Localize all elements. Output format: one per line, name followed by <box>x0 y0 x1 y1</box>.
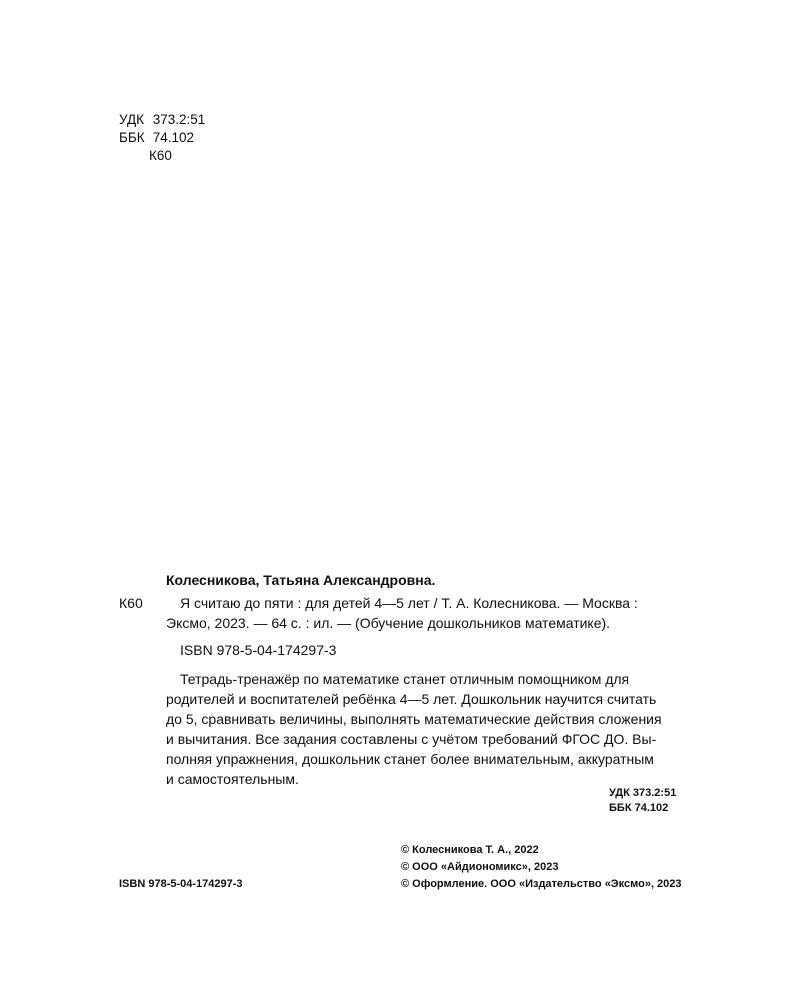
bbk-label: ББК <box>119 130 145 145</box>
author-heading: Колесникова, Татьяна Александровна. <box>166 572 436 588</box>
udk-label: УДК <box>119 112 144 127</box>
annotation <box>166 669 680 789</box>
bbk-top <box>119 129 194 147</box>
bbk-bottom: ББК 74.102 <box>609 802 669 814</box>
annotation-line: родителей и воспитателей ребёнка 4—5 лет. Дошкольник научится считать <box>166 691 657 707</box>
annotation-line: до 5, сравнивать величины, выполнять математические действия сложения <box>166 711 662 727</box>
copyright-author: © Колесникова Т. А., 2022 <box>401 844 539 856</box>
isbn-footer: ISBN 978-5-04-174297-3 <box>119 878 243 890</box>
annotation-line: и вычитания. Все задания составлены с учётом требований ФГОС ДО. Вы- <box>166 731 657 747</box>
author-mark: К60 <box>119 595 143 611</box>
annotation-line: и самостоятельным. <box>166 771 299 787</box>
copyright-company: © ООО «Айдиономикс», 2023 <box>401 861 559 873</box>
udk-value: 373.2:51 <box>152 112 206 127</box>
title-line-1: Я считаю до пяти : для детей 4—5 лет / Т. А. Колесникова. — Москва : <box>180 595 638 611</box>
title-line-2: Эксмо, 2023. — 64 с. : ил. — (Обучение дошкольников математике). <box>166 615 611 631</box>
isbn-record: ISBN 978-5-04-174297-3 <box>180 642 337 658</box>
bbk-value: 74.102 <box>152 130 195 145</box>
copyright-design: © Оформление. ООО «Издательство «Эксмо», 2023 <box>401 878 682 890</box>
udk-bottom: УДК 373.2:51 <box>609 787 677 799</box>
udk-top <box>119 111 205 129</box>
annotation-line: Тетрадь-тренажёр по математике станет отличным помощником для <box>180 671 630 687</box>
author-mark-top: К60 <box>149 148 172 163</box>
annotation-line: полняя упражнения, дошкольник станет более внимательным, аккуратным <box>166 751 654 767</box>
